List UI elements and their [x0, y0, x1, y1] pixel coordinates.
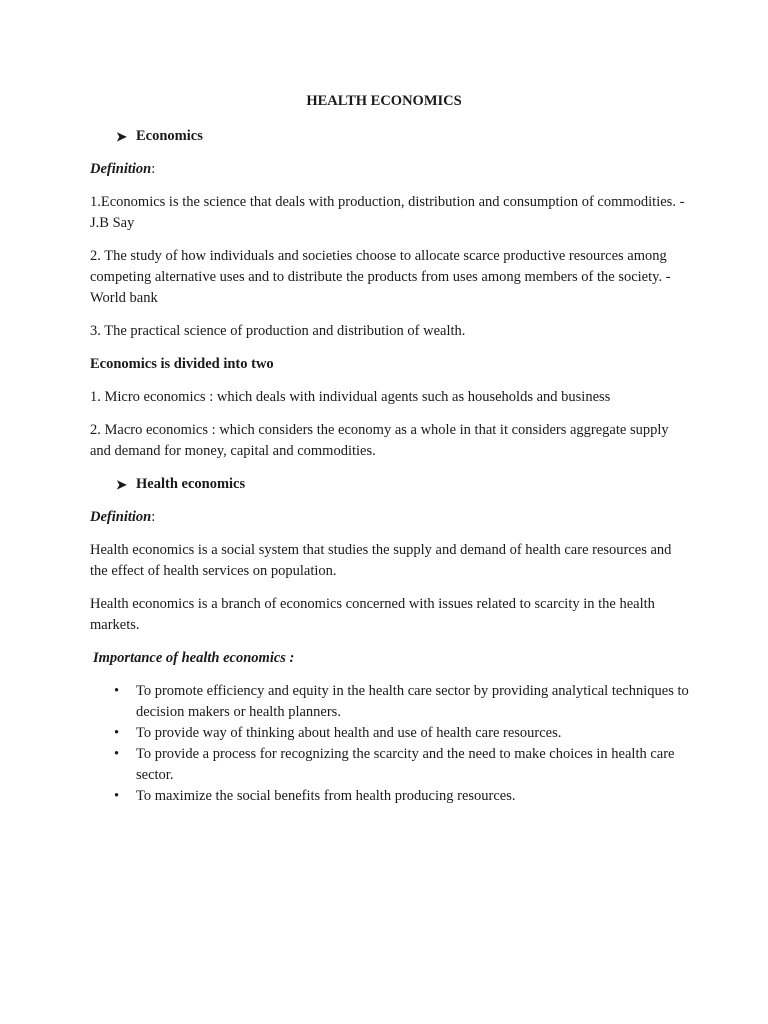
list-item-text: To provide way of thinking about health and use of health care resources.: [136, 725, 562, 741]
section-heading-health-economics: [90, 474, 690, 495]
division-micro: 1. Micro economics : which deals with individual agents such as households and business: [90, 389, 611, 405]
section-heading-label: Economics: [136, 128, 203, 144]
list-item: [90, 681, 690, 723]
health-definition-1: Health economics is a social system that studies the supply and demand of health care resources and the effect of health services on population.: [90, 542, 672, 579]
list-item: [90, 744, 690, 786]
importance-list: [90, 681, 690, 807]
arrow-bullet-icon: ➤: [116, 477, 127, 492]
bullet-dot-icon: •: [114, 746, 120, 762]
list-item-text: To provide a process for recognizing the scarcity and the need to make choices in health care sector.: [136, 746, 675, 783]
economics-definition-3: 3. The practical science of production and distribution of wealth.: [90, 323, 466, 339]
bullet-dot-icon: •: [114, 725, 120, 741]
document-body: [90, 126, 690, 807]
bullet-dot-icon: •: [114, 683, 120, 699]
document-title: HEALTH ECONOMICS: [306, 93, 462, 109]
definition-colon: :: [151, 509, 156, 525]
economics-definition-2: 2. The study of how individuals and societies choose to allocate scarce productive resources among competing alternative uses and to distribute the products from uses among members of the society. - World bank: [90, 248, 671, 306]
section-heading-label: Health economics: [136, 476, 246, 492]
list-item: [90, 723, 690, 744]
importance-heading: Importance of health economics :: [93, 650, 295, 666]
list-item-text: To maximize the social benefits from health producing resources.: [136, 788, 516, 804]
divided-heading: Economics is divided into two: [90, 356, 274, 372]
bullet-dot-icon: •: [114, 788, 120, 804]
arrow-bullet-icon: ➤: [116, 129, 127, 144]
definition-label: Definition: [90, 161, 152, 177]
definition-label-line: [90, 159, 690, 180]
section-heading-economics: [90, 126, 690, 147]
definition-colon: :: [151, 161, 156, 177]
economics-definition-1: 1.Economics is the science that deals with production, distribution and consumption of commodities. - J.B Say: [90, 194, 685, 231]
division-macro: 2. Macro economics : which considers the economy as a whole in that it considers aggregate supply and demand for money, capital and commodities.: [90, 422, 669, 459]
list-item-text: To promote efficiency and equity in the health care sector by providing analytical techniques to decision makers or health planners.: [136, 683, 689, 720]
list-item: [90, 786, 690, 807]
definition-label: Definition: [90, 509, 152, 525]
definition-label-line: [90, 507, 690, 528]
health-definition-2: Health economics is a branch of economics concerned with issues related to scarcity in the health markets.: [90, 596, 655, 633]
